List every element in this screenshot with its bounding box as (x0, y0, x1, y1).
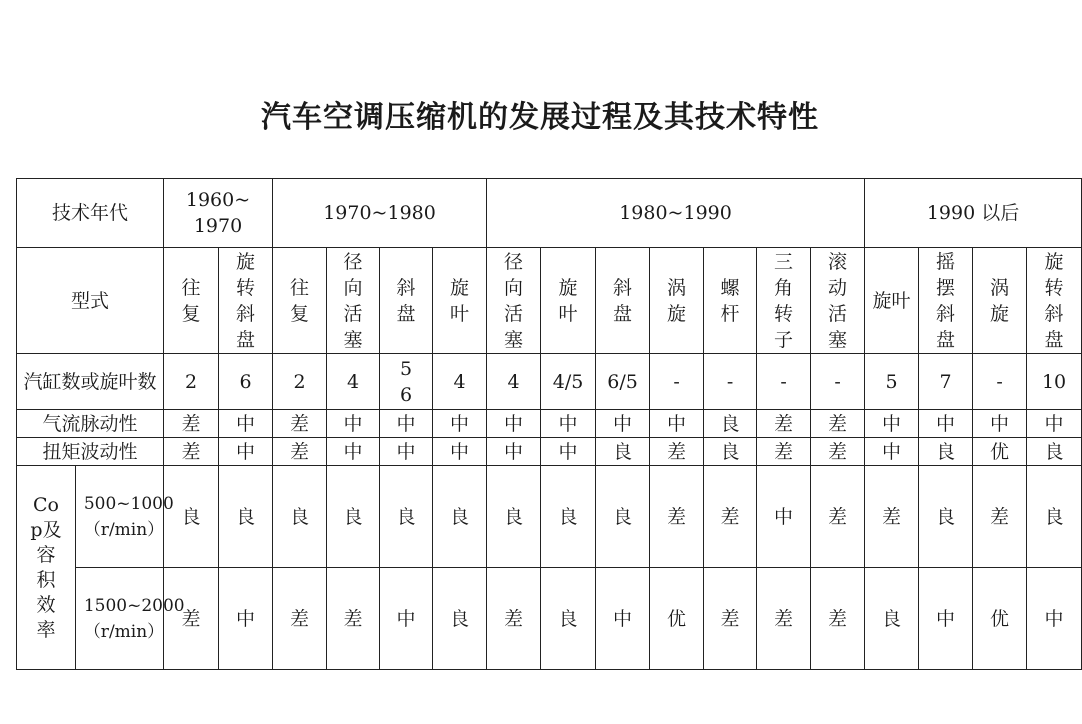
pulsation-cell: 差 (273, 410, 327, 438)
type-cell: 滚动活塞 (811, 248, 865, 354)
type-cell: 径向活塞 (327, 248, 380, 354)
type-cell: 径向活塞 (487, 248, 541, 354)
torque-cell: 差 (273, 438, 327, 466)
cop-high-cell: 中 (380, 568, 433, 670)
cylinders-cell: 6 (219, 354, 273, 410)
type-cell: 斜盘 (596, 248, 650, 354)
type-cell: 旋转斜盘 (1027, 248, 1082, 354)
cylinders-cell: 7 (919, 354, 973, 410)
cylinders-cell: - (757, 354, 811, 410)
cylinders-label: 汽缸数或旋叶数 (17, 354, 164, 410)
cop-high-cell: 中 (219, 568, 273, 670)
type-cell: 涡旋 (650, 248, 704, 354)
pulsation-cell: 中 (596, 410, 650, 438)
cylinders-cell: - (650, 354, 704, 410)
type-cell: 旋叶 (865, 248, 919, 354)
type-cell: 螺杆 (704, 248, 757, 354)
era-1980-1990: 1980~1990 (487, 179, 865, 248)
era-row (17, 179, 1082, 248)
torque-cell: 差 (650, 438, 704, 466)
torque-cell: 中 (327, 438, 380, 466)
cylinders-cell: 10 (1027, 354, 1082, 410)
cop-high-cell: 良 (865, 568, 919, 670)
torque-cell: 差 (811, 438, 865, 466)
pulsation-cell: 中 (973, 410, 1027, 438)
cop-high-cell: 中 (596, 568, 650, 670)
cylinders-cell: - (811, 354, 865, 410)
pulsation-label: 气流脉动性 (17, 410, 164, 438)
torque-row (17, 438, 1082, 466)
cop-low-cell: 良 (164, 466, 219, 568)
cop-low-cell: 差 (811, 466, 865, 568)
era-1960-1970: 1960~ 1970 (164, 179, 273, 248)
era-1990-after: 1990 以后 (865, 179, 1082, 248)
pulsation-cell: 中 (1027, 410, 1082, 438)
pulsation-cell: 差 (757, 410, 811, 438)
cop-low-cell: 差 (973, 466, 1027, 568)
cop-low-cell: 良 (273, 466, 327, 568)
pulsation-cell: 中 (380, 410, 433, 438)
pulsation-cell: 中 (433, 410, 487, 438)
pulsation-cell: 差 (811, 410, 865, 438)
cylinders-cell: 2 (273, 354, 327, 410)
cop-low-cell: 良 (433, 466, 487, 568)
cop-low-cell: 差 (650, 466, 704, 568)
pulsation-cell: 中 (487, 410, 541, 438)
cop-high-cell: 差 (327, 568, 380, 670)
torque-cell: 差 (164, 438, 219, 466)
cylinders-cell: 4 (433, 354, 487, 410)
pulsation-cell: 中 (219, 410, 273, 438)
type-label: 型式 (17, 248, 164, 354)
torque-cell: 中 (541, 438, 596, 466)
cylinders-cell: 5 (865, 354, 919, 410)
cop-high-cell: 中 (1027, 568, 1082, 670)
torque-cell: 差 (757, 438, 811, 466)
type-cell: 三角转子 (757, 248, 811, 354)
cylinders-cell: 6/5 (596, 354, 650, 410)
cop-low-row (17, 466, 1082, 568)
cop-low-cell: 良 (596, 466, 650, 568)
pulsation-cell: 中 (919, 410, 973, 438)
torque-label: 扭矩波动性 (17, 438, 164, 466)
cop-low-cell: 差 (865, 466, 919, 568)
type-cell: 往复 (164, 248, 219, 354)
cop-low-cell: 良 (487, 466, 541, 568)
torque-cell: 中 (433, 438, 487, 466)
pulsation-cell: 中 (865, 410, 919, 438)
cop-high-label: 1500~2000（r/min） (76, 568, 164, 670)
type-row (17, 248, 1082, 354)
page-title: 汽车空调压缩机的发展过程及其技术特性 (261, 100, 819, 135)
pulsation-cell: 差 (164, 410, 219, 438)
torque-cell: 中 (380, 438, 433, 466)
pulsation-cell: 中 (650, 410, 704, 438)
cop-high-cell: 差 (704, 568, 757, 670)
cop-high-cell: 中 (919, 568, 973, 670)
cop-high-cell: 差 (273, 568, 327, 670)
torque-cell: 中 (219, 438, 273, 466)
torque-cell: 良 (704, 438, 757, 466)
cop-low-label: 500~1000（r/min） (76, 466, 164, 568)
cop-high-cell: 良 (433, 568, 487, 670)
cop-low-cell: 中 (757, 466, 811, 568)
cylinders-cell: 5 6 (380, 354, 433, 410)
cop-low-cell: 良 (919, 466, 973, 568)
cop-label: Cop及容积效率 (17, 466, 76, 670)
cylinders-cell: 4/5 (541, 354, 596, 410)
type-cell: 旋叶 (433, 248, 487, 354)
cop-high-cell: 优 (650, 568, 704, 670)
pulsation-cell: 中 (327, 410, 380, 438)
cop-low-cell: 良 (380, 466, 433, 568)
type-cell: 涡旋 (973, 248, 1027, 354)
cop-low-cell: 良 (1027, 466, 1082, 568)
cylinders-cell: 4 (327, 354, 380, 410)
type-cell: 旋叶 (541, 248, 596, 354)
cylinders-cell: 2 (164, 354, 219, 410)
torque-cell: 优 (973, 438, 1027, 466)
cop-high-cell: 差 (487, 568, 541, 670)
type-cell: 斜盘 (380, 248, 433, 354)
torque-cell: 中 (487, 438, 541, 466)
type-cell: 旋转斜盘 (219, 248, 273, 354)
cop-high-row (17, 568, 1082, 670)
torque-cell: 良 (919, 438, 973, 466)
torque-cell: 良 (1027, 438, 1082, 466)
era-1970-1980: 1970~1980 (273, 179, 487, 248)
compressor-spec-table (16, 178, 1082, 670)
cop-high-cell: 良 (541, 568, 596, 670)
cylinders-cell: - (973, 354, 1027, 410)
cop-low-cell: 良 (219, 466, 273, 568)
cop-low-cell: 良 (327, 466, 380, 568)
torque-cell: 良 (596, 438, 650, 466)
type-cell: 往复 (273, 248, 327, 354)
type-cell: 摇摆斜盘 (919, 248, 973, 354)
cop-low-cell: 差 (704, 466, 757, 568)
torque-cell: 中 (865, 438, 919, 466)
cop-high-cell: 差 (757, 568, 811, 670)
cop-high-cell: 差 (164, 568, 219, 670)
pulsation-cell: 中 (541, 410, 596, 438)
pulsation-row (17, 410, 1082, 438)
cop-high-cell: 优 (973, 568, 1027, 670)
cop-high-cell: 差 (811, 568, 865, 670)
cop-low-cell: 良 (541, 466, 596, 568)
pulsation-cell: 良 (704, 410, 757, 438)
cylinders-row (17, 354, 1082, 410)
era-label: 技术年代 (17, 179, 164, 248)
cylinders-cell: - (704, 354, 757, 410)
cylinders-cell: 4 (487, 354, 541, 410)
